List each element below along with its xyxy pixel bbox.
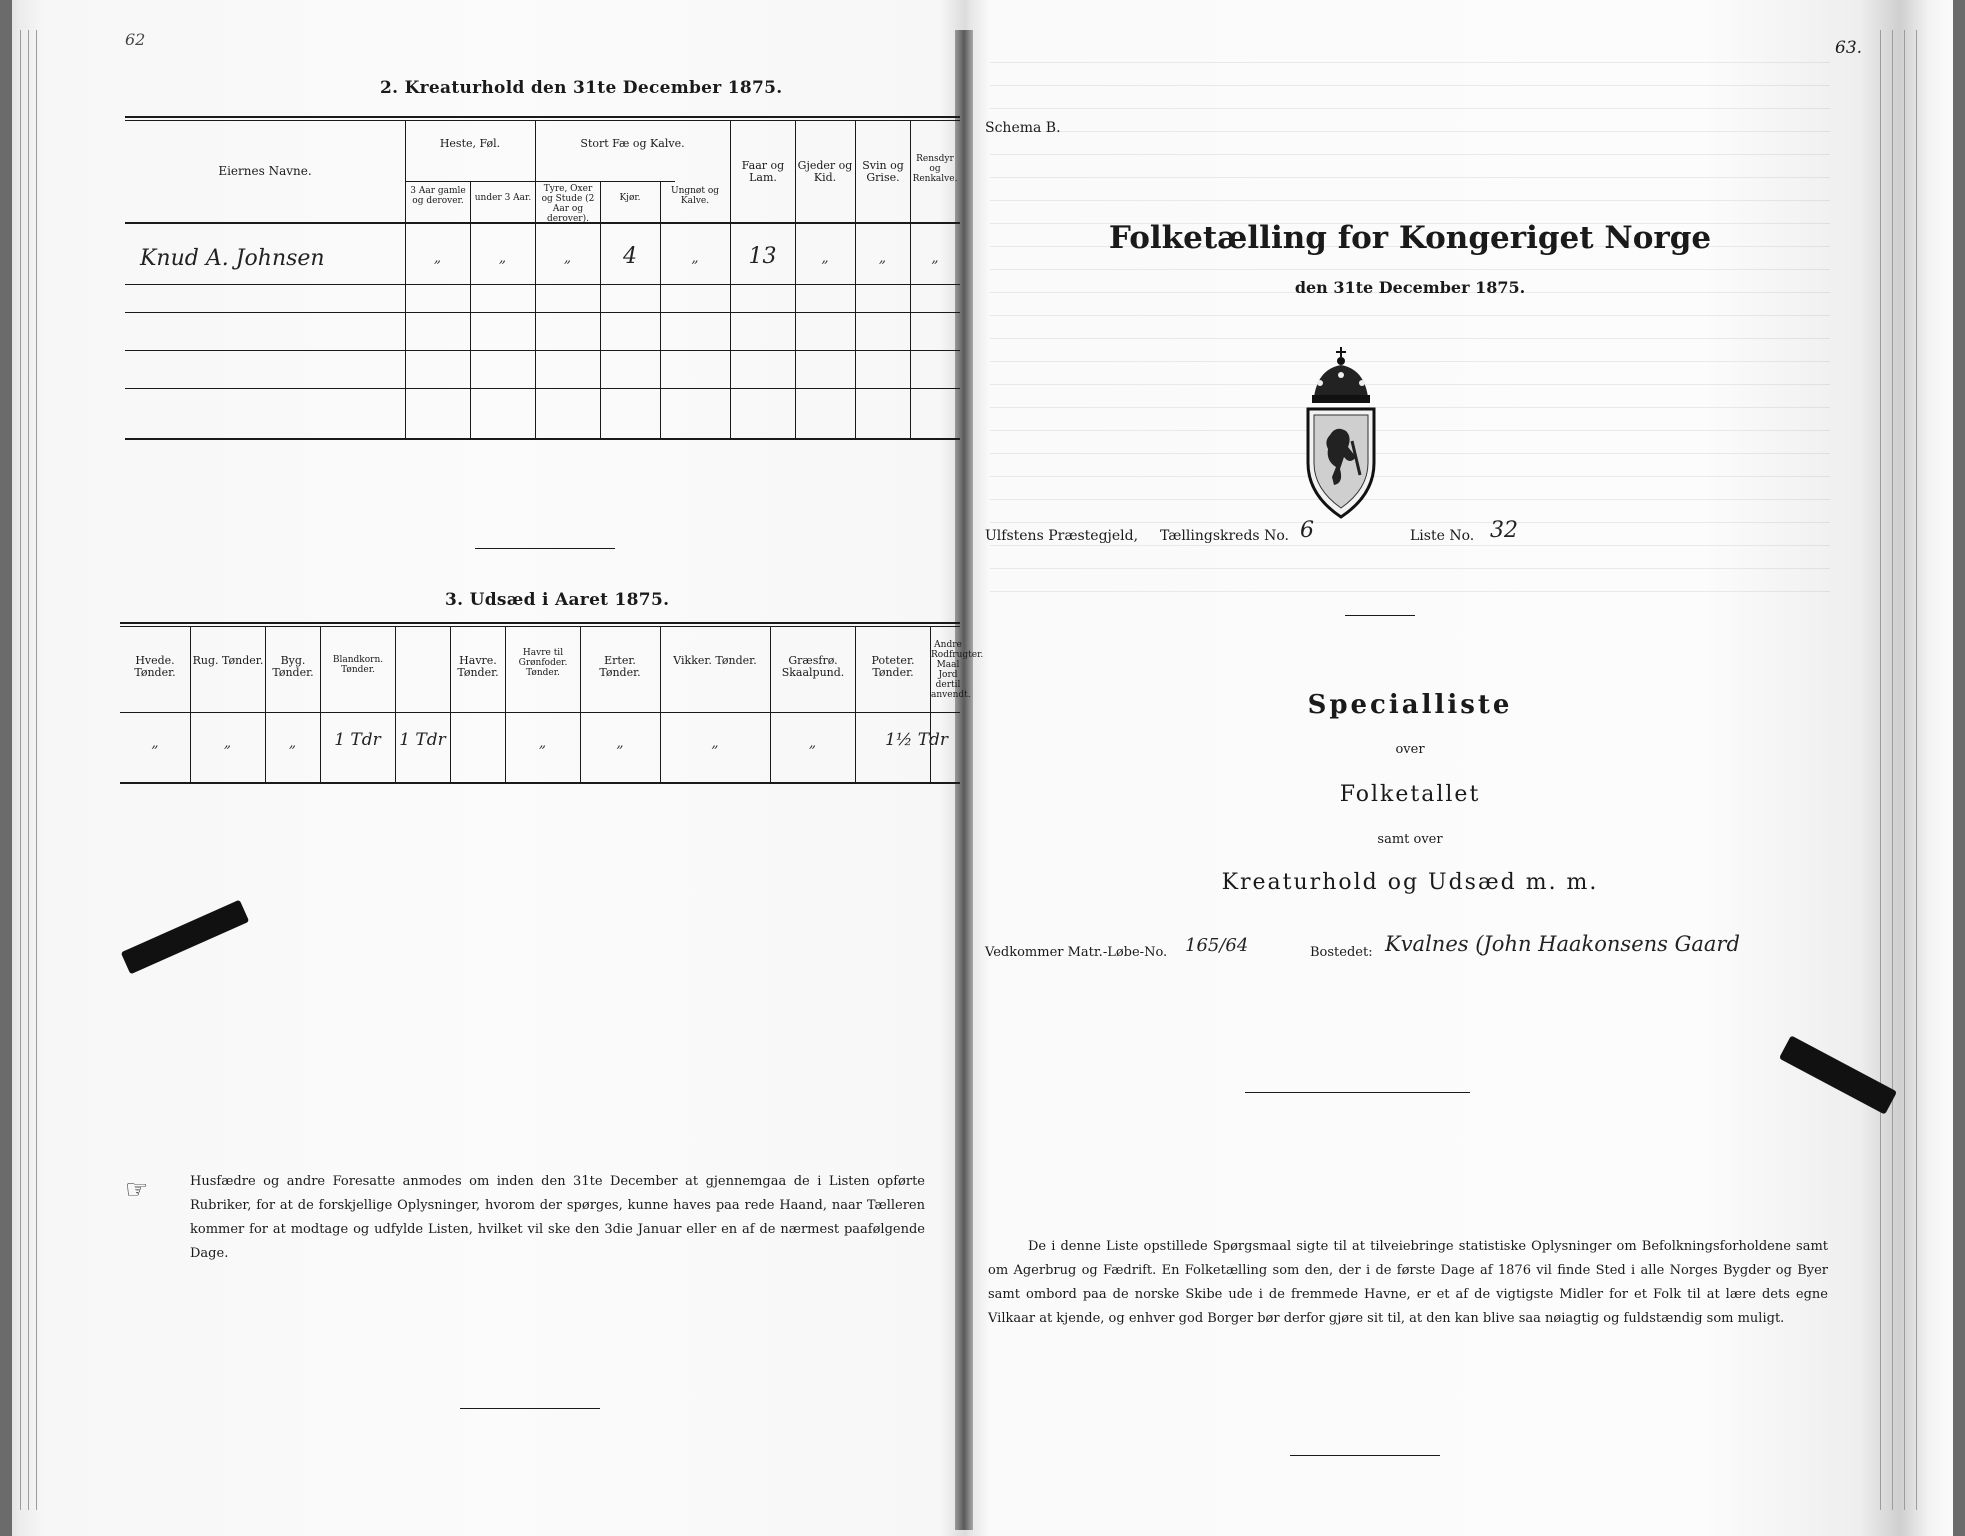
divider (460, 1408, 600, 1409)
pointing-hand-icon: ☞ (125, 1175, 149, 1205)
black-bookmark-strip (121, 900, 250, 975)
section3-title: 3. Udsæd i Aaret 1875. (445, 590, 670, 610)
vikker-header: Vikker. Tønder. (673, 654, 757, 667)
hvede-header: Hvede. Tønder. (134, 654, 176, 679)
left-book-edge (0, 0, 12, 1536)
andre-rodfrugter-header: Andre Rodfrugter. Maal Jord dertil anvendt. (931, 640, 984, 700)
graesfro-header: Græsfrø. Skaalpund. (781, 654, 845, 679)
cell-graesfro: „ (808, 735, 817, 751)
cell-havre: 1 Tdr (399, 730, 446, 750)
main-title: Folketælling for Kongeriget Norge (1108, 220, 1712, 256)
stort-fae-header: Stort Fæ og Kalve. (580, 137, 685, 150)
liste-label: Liste No. (1410, 528, 1475, 544)
divider (475, 548, 615, 549)
cell-faar: 13 (748, 244, 777, 269)
page-stack-line (1916, 30, 1917, 1510)
cell-ungnot: „ (691, 250, 699, 266)
ungnot-header: Ungnøt og Kalve. (670, 186, 719, 206)
over-label: over (1395, 742, 1425, 757)
cell-byg: „ (288, 735, 297, 751)
rensdyr-header: Rensdyr og Renkalve. (912, 154, 958, 184)
owner-header: Eiernes Navne. (218, 164, 312, 178)
samt-over-label: samt over (1377, 832, 1443, 847)
poteter-header: Poteter. Tønder. (871, 654, 915, 679)
cell-tyre: „ (563, 250, 572, 266)
cell-svin: „ (878, 250, 887, 266)
divider (1245, 1092, 1470, 1093)
cell-heste-gamle: „ (433, 250, 442, 266)
prestegjeld-label: Ulfstens Præstegjeld, (985, 528, 1139, 544)
footer-text: De i denne Liste opstillede Spørgsmaal sigte til at tilveiebringe statistiske Oplysninger om Befolkningsforholdene samt om Agerbrug og Fædrift. En Folketælling som den, der i de første Dage af 1876 vil finde Sted i alle Norges Bygder og Byer samt ombord paa de norske Skibe ude i de fremmede Havne, er et af de vigtigste Midler for et Folk til at lære dets egne Vilkaar at kjende, og enhver god Borger bør derfor gjøre sit til, at den kan blive saa nøiagtig og fuldstændig som muligt. (988, 1239, 1828, 1326)
faar-header: Faar og Lam. (741, 159, 785, 184)
owner-name: Knud A. Johnsen (140, 246, 325, 271)
page-stack-line (1904, 30, 1905, 1510)
right-book-edge (1953, 0, 1965, 1536)
cell-erter: „ (616, 735, 624, 751)
page-number: 63. (1835, 38, 1863, 58)
cell-hvede: „ (151, 735, 159, 751)
cell-poteter: 1½ Tdr (885, 730, 949, 750)
svin-header: Svin og Grise. (862, 159, 904, 184)
page-stack-line (1880, 30, 1881, 1510)
tyre-header: Tyre, Oxer og Stude (2 Aar og derover). (541, 184, 595, 224)
blandkorn-header: Blandkorn. Tønder. (332, 655, 384, 675)
corner-mark: 62 (125, 30, 146, 49)
gjeder-header: Gjeder og Kid. (797, 159, 853, 184)
divider (1290, 1455, 1440, 1456)
bostedet-value: Kvalnes (John Haakonsens Gaard (1385, 932, 1740, 956)
folketallet-title: Folketallet (1339, 782, 1481, 807)
census-date: den 31te December 1875. (1294, 278, 1526, 297)
bostedet-label: Bostedet: (1310, 945, 1373, 960)
heste-header: Heste, Føl. (439, 137, 501, 150)
liste-value: 32 (1490, 518, 1518, 543)
bleed-through (990, 40, 1830, 600)
page-stack-line (1892, 30, 1893, 1510)
cell-havre-gronfoder: „ (538, 735, 547, 751)
cell-gjeder: „ (821, 250, 829, 266)
matr-label: Vedkommer Matr.-Løbe-No. (985, 945, 1168, 960)
divider (1345, 615, 1415, 616)
tellingskreds-label: Tællingskreds No. (1160, 528, 1289, 544)
schema-label: Schema B. (985, 120, 1061, 136)
erter-header: Erter. Tønder. (599, 654, 641, 679)
specialliste-title: Specialliste (1307, 690, 1513, 720)
heste-under-header: under 3 Aar. (474, 193, 532, 203)
page-stack-line (28, 30, 29, 1510)
kjor-header: Kjør. (619, 193, 641, 203)
coat-of-arms-icon (1300, 345, 1382, 525)
heste-gamle-header: 3 Aar gamle og derover. (410, 186, 466, 206)
cell-heste-under: „ (498, 250, 507, 266)
cell-blandkorn: 1 Tdr (334, 730, 381, 750)
cell-rensdyr: „ (931, 250, 939, 266)
kreaturhold-title: Kreaturhold og Udsæd m. m. (1221, 870, 1599, 895)
havre-gronfoder-header: Havre til Grønfoder. Tønder. (518, 648, 568, 678)
tellingskreds-value: 6 (1300, 518, 1314, 543)
cell-vikker: „ (711, 735, 719, 751)
rug-header: Rug. Tønder. (192, 654, 264, 667)
matr-value: 165/64 (1185, 935, 1249, 956)
page-stack-line (20, 30, 21, 1510)
havre-header: Havre. Tønder. (457, 654, 499, 679)
section2-title: 2. Kreaturhold den 31te December 1875. (380, 78, 783, 98)
byg-header: Byg. Tønder. (272, 654, 314, 679)
page-stack-line (36, 30, 37, 1510)
notice-text: Husfædre og andre Foresatte anmodes om inden den 31te December at gjennemgaa de i Listen opførte Rubriker, for at de forskjellige Oplysninger, hvorom der spørges, kunne haves paa rede Haand, naar Tælleren kommer for at modtage og udfylde Listen, hvilket vil ske den 3die Januar eller en af de nærmest paafølgende Dage. (190, 1174, 925, 1261)
cell-rug: „ (223, 735, 232, 751)
cell-kjor: 4 (623, 244, 637, 269)
